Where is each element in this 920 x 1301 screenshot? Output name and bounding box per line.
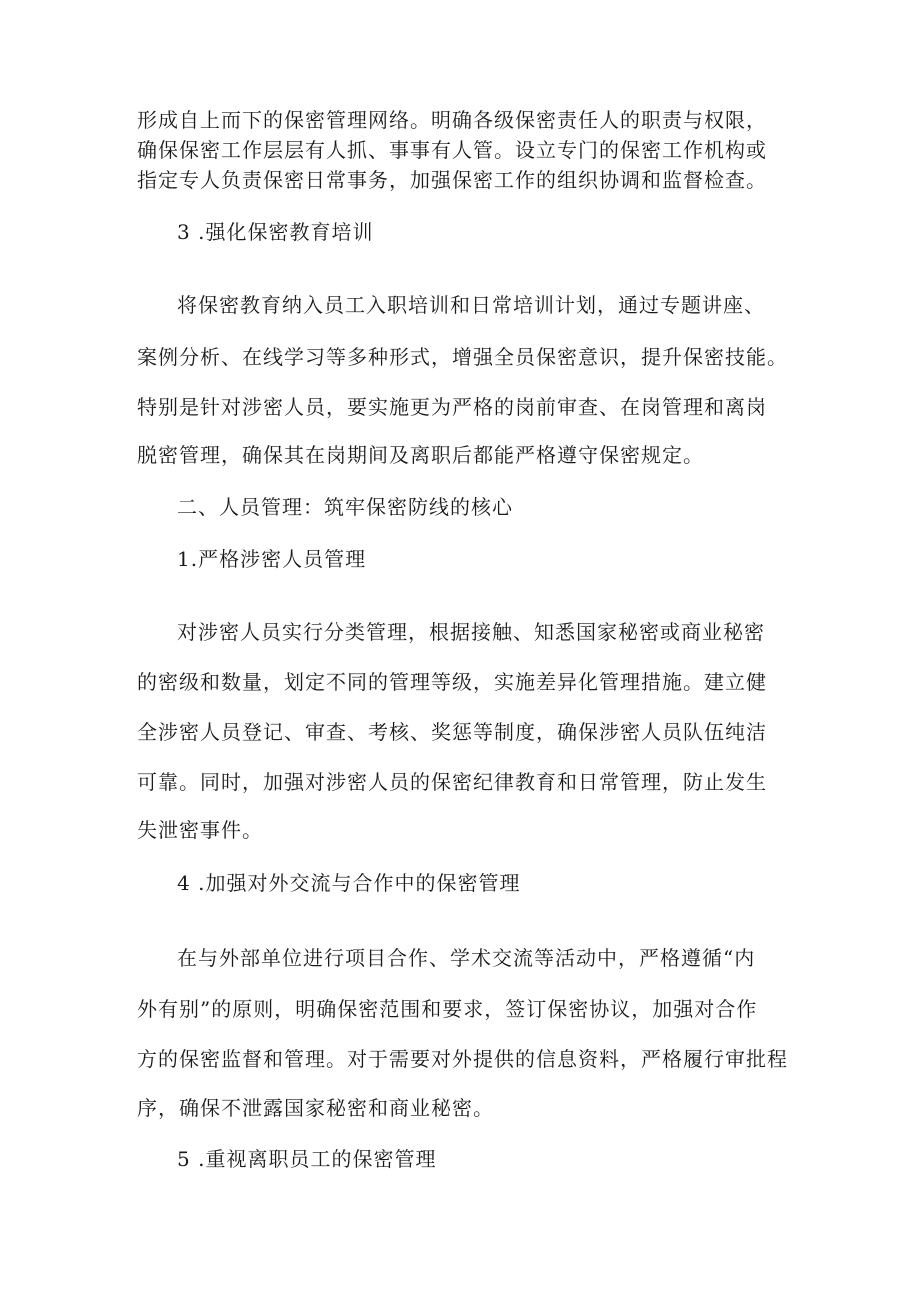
paragraph-personnel-line-5: 失泄密事件。 <box>137 818 263 842</box>
paragraph-cooperation-line-3: 方的保密监督和管理。对于需要对外提供的信息资料，严格履行审批程 <box>137 1047 788 1071</box>
paragraph-training-line-4: 脱密管理，确保其在岗期间及离职后都能严格遵守保密规定。 <box>137 443 704 467</box>
paragraph-training-line-1: 将保密教育纳入员工入职培训和日常培训计划，通过专题讲座、 <box>177 293 765 317</box>
paragraph-personnel-line-4: 可靠。同时，加强对涉密人员的保密纪律教育和日常管理，防止发生 <box>137 770 767 794</box>
heading-1: 1.严格涉密人员管理 <box>177 547 367 571</box>
paragraph-personnel-line-3: 全涉密人员登记、审查、考核、奖惩等制度，确保涉密人员队伍纯洁 <box>137 720 767 744</box>
paragraph-training-line-2: 案例分析、在线学习等多种形式，增强全员保密意识，提升保密技能。 <box>137 345 788 369</box>
heading-3: 3 .强化保密教育培训 <box>177 220 374 244</box>
paragraph-personnel-line-1: 对涉密人员实行分类管理，根据接触、知悉国家秘密或商业秘密 <box>177 620 765 644</box>
paragraph-cooperation-line-4: 序，确保不泄露国家秘密和商业秘密。 <box>137 1096 494 1120</box>
paragraph-training-line-3: 特别是针对涉密人员，要实施更为严格的岗前审查、在岗管理和离岗 <box>137 395 767 419</box>
section-2-title: 二、人员管理：筑牢保密防线的核心 <box>177 495 513 519</box>
paragraph-intro-line-3: 指定专人负责保密日常事务，加强保密工作的组织协调和监督检查。 <box>137 168 767 192</box>
paragraph-intro-line-2: 确保保密工作层层有人抓、事事有人管。设立专门的保密工作机构或 <box>137 138 767 162</box>
heading-4: 4 .加强对外交流与合作中的保密管理 <box>177 871 521 895</box>
paragraph-cooperation-line-2: 外有别”的原则，明确保密范围和要求，签订保密协议，加强对合作 <box>137 997 758 1021</box>
heading-5: 5 .重视离职员工的保密管理 <box>177 1147 437 1171</box>
paragraph-intro-line-1: 形成自上而下的保密管理网络。明确各级保密责任人的职责与权限， <box>137 108 767 132</box>
paragraph-cooperation-line-1: 在与外部单位进行项目合作、学术交流等活动中，严格遵循“内 <box>177 946 756 970</box>
paragraph-personnel-line-2: 的密级和数量，划定不同的管理等级，实施差异化管理措施。建立健 <box>137 670 767 694</box>
